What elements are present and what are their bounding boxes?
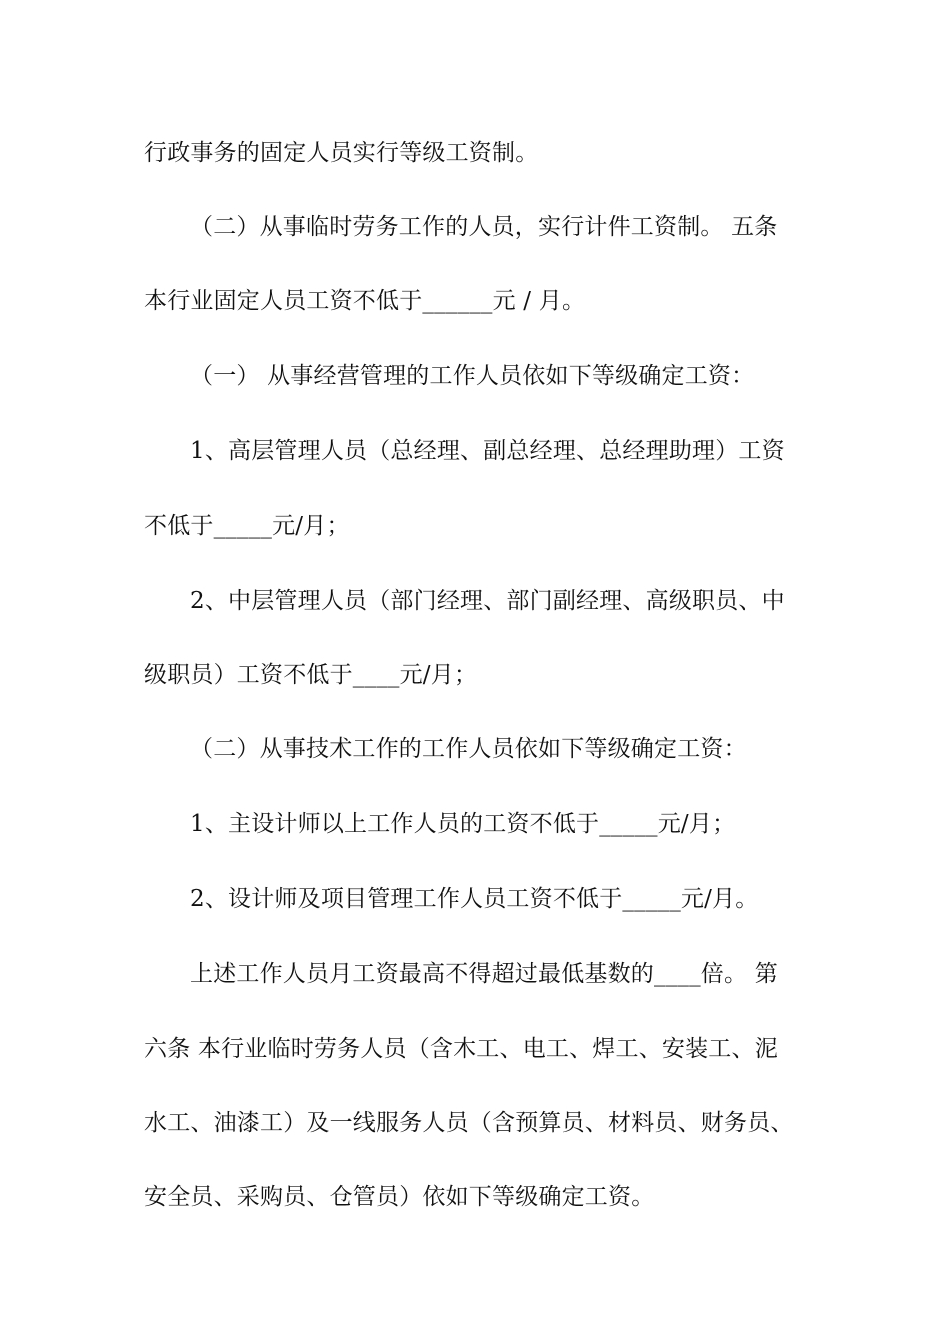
paragraph-line-15: 安全员、采购员、仓管员）依如下等级确定工资。 (144, 1184, 655, 1210)
paragraph-line-12: 上述工作人员月工资最高不得超过最低基数的____倍。 第 (190, 961, 778, 987)
paragraph-line-14: 水工、油漆工）及一线服务人员（含预算员、材料员、财务员、 (144, 1110, 794, 1136)
paragraph-line-8: 级职员）工资不低于____元/月； (144, 662, 478, 688)
paragraph-line-7: 2、中层管理人员（部门经理、部门副经理、高级职员、中 (190, 588, 785, 614)
paragraph-line-11: 2、设计师及项目管理工作人员工资不低于_____元/月。 (190, 886, 759, 912)
paragraph-line-5: 1、高层管理人员（总经理、副总经理、总经理助理）工资 (190, 438, 785, 464)
paragraph-line-2: （二）从事临时劳务工作的人员，实行计件工资制。 五条 (190, 214, 778, 240)
paragraph-line-3: 本行业固定人员工资不低于______元 / 月。 (144, 288, 586, 314)
paragraph-line-4: （一） 从事经营管理的工作人员依如下等级确定工资： (190, 363, 755, 389)
paragraph-line-10: 1、主设计师以上工作人员的工资不低于_____元/月； (190, 811, 736, 837)
paragraph-line-9: （二）从事技术工作的工作人员依如下等级确定工资： (190, 736, 747, 762)
paragraph-line-13: 六条 本行业临时劳务人员（含木工、电工、焊工、安装工、泥 (144, 1036, 778, 1062)
paragraph-line-1: 行政事务的固定人员实行等级工资制。 (144, 140, 539, 166)
paragraph-line-6: 不低于_____元/月； (144, 513, 350, 539)
